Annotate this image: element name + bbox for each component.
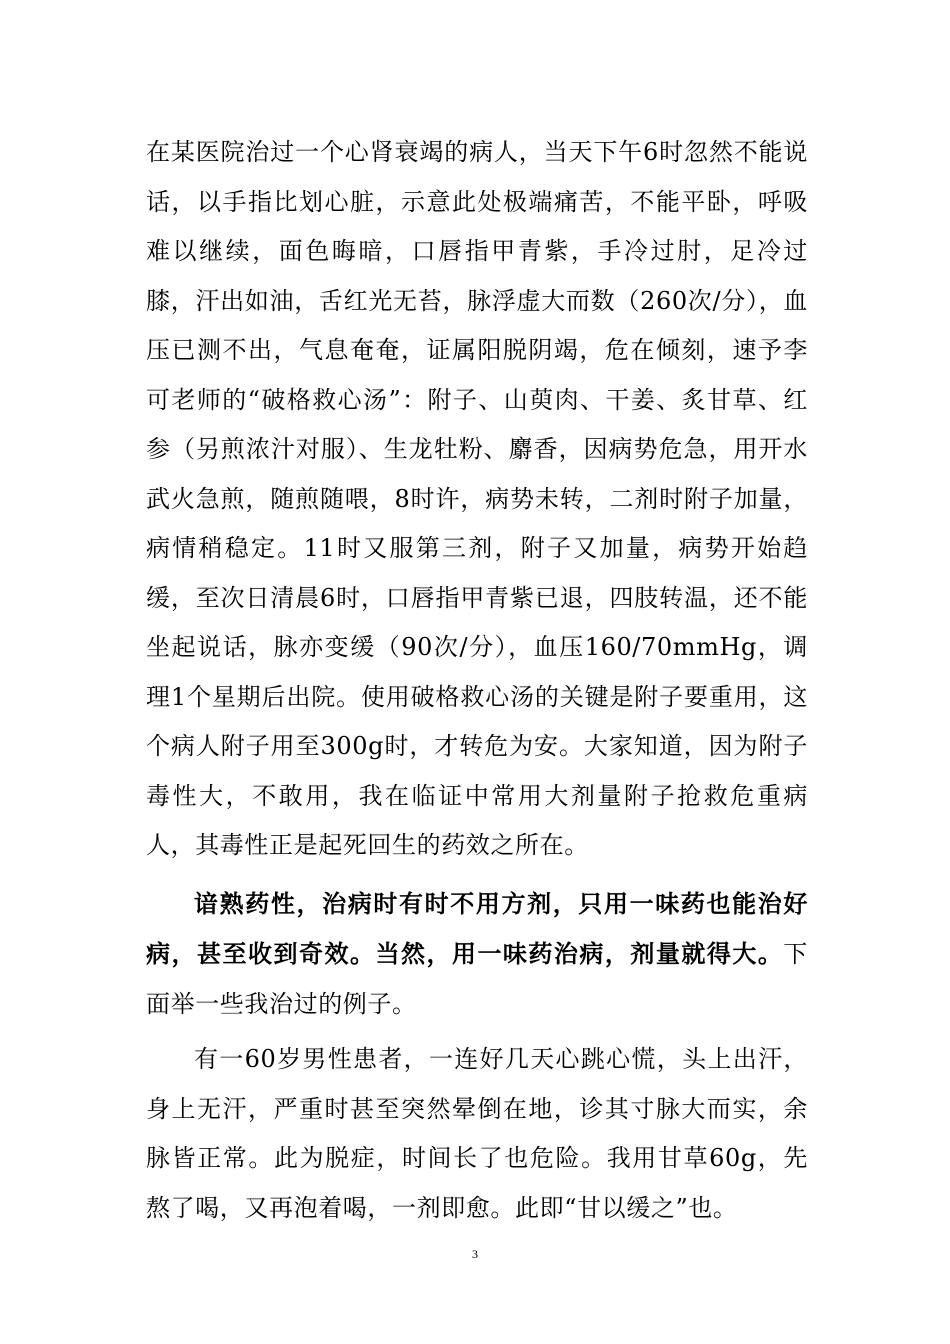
bold-key-statement: 谙熟药性，治病时有时不用方剂，只用一味药也能治好病，甚至收到奇效。当然，用一味药治病，剂量就得大。 bbox=[146, 888, 808, 968]
paragraph-case-licorice: 有一60岁男性患者，一连好几天心跳心慌，头上出汗，身上无汗，严重时甚至突然晕倒在地，诊其寸脉大而实，余脉皆正常。此为脱症，时间长了也危险。我用甘草60g，先熬了喝，又再泡着喝，一剂即愈。此即“甘以缓之”也。 bbox=[146, 1045, 808, 1222]
paragraph-case-heart-kidney-failure: 在某医院治过一个心肾衰竭的病人，当天下午6时忽然不能说话，以手指比划心脏，示意此处极端痛苦，不能平卧，呼吸难以继续，面色晦暗，口唇指甲青紫，手冷过肘，足冷过膝，汗出如油，舌红光无苔，脉浮虚大而数（260次/分），血压已测不出，气息奄奄，证属阳脱阴竭，危在倾刻，速予李可老师的“破格救心汤”：附子、山萸肉、干姜、炙甘草、红参（另煎浓汁对服）、生龙牡粉、麝香，因病势危急，用开水武火急煎，随煎随喂，8时许，病势未转，二剂时附子加量，病情稍稳定。11时又服第三剂，附子又加量，病势开始趋缓，至次日清晨6时，口唇指甲青紫已退，四肢转温，还不能坐起说话，脉亦变缓（90次/分），血压160/70mmHg，调理1个星期后出院。使用破格救心汤的关键是附子要重用，这个病人附子用至300g时，才转危为安。大家知道，因为附子毒性大，不敢用，我在临证中常用大剂量附子抢救危重病人，其毒性正是起死回生的药效之所在。 bbox=[146, 138, 808, 859]
page-number: 3 bbox=[472, 1247, 478, 1261]
paragraph-single-herb-intro bbox=[146, 879, 808, 1030]
body-text bbox=[146, 128, 808, 1233]
paragraph-continuation-text: 下面举一些我治过的例子。 bbox=[146, 940, 808, 1018]
